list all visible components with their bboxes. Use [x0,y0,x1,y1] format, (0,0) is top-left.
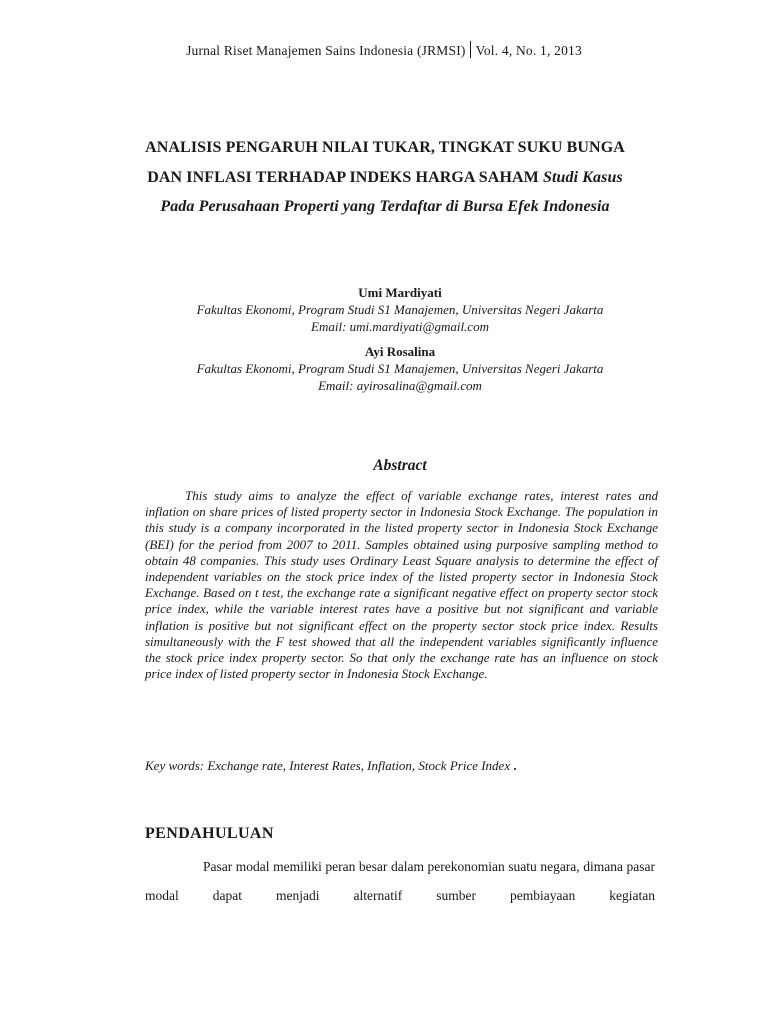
author-affiliation: Fakultas Ekonomi, Program Studi S1 Manajemen, Universitas Negeri Jakarta [196,302,604,317]
abstract-heading: Abstract [373,457,427,474]
author-1 [0,284,768,335]
journal-name: Jurnal Riset Manajemen Sains Indonesia (JRMSI) [186,43,466,58]
author-affiliation: Fakultas Ekonomi, Program Studi S1 Manajemen, Universitas Negeri Jakarta [196,361,604,376]
abstract-body: This study aims to analyze the effect of variable exchange rates, interest rates and inflation on share prices of listed property sector in Indonesia Stock Exchange. The population in this study is a company incorporated in the listed property sector in Indonesia Stock Exchange (BEI) for the period from 2007 to 2011. Samples obtained using purposive sampling method to obtain 48 companies. This study uses Ordinary Least Square analysis to determine the effect of independent variables on the stock price index of the listed property sector in Indonesia Stock Exchange. Based on t test, the exchange rate a significant negative effect on property sector stock price index, while the variable interest rates have a positive but not significant and variable inflation is positive but not significant effect on the property sector stock price index. Results simultaneously with the F test showed that all the independent variables significantly influence the stock price index property sector. So that only the exchange rate has an influence on stock price index of listed property sector in Indonesia Stock Exchange. [145,488,658,682]
keywords [145,757,658,774]
body-paragraph: Pasar modal memiliki peran besar dalam perekonomian suatu negara, dimana pasar modal dapat menjadi alternatif sumber pembiayaan kegiatan [145,859,655,903]
header-separator [470,41,471,58]
section-heading: PENDAHULUAN [145,825,274,842]
author-name: Umi Mardiyati [358,285,442,300]
keywords-end: . [510,758,517,773]
author-email: Email: umi.mardiyati@gmail.com [311,319,489,334]
paper-title [140,133,630,222]
author-name: Ayi Rosalina [364,344,436,359]
author-email: Email: ayirosalina@gmail.com [318,378,482,393]
journal-volume: Vol. 4, No. 1, 2013 [475,43,582,58]
running-header [0,41,768,59]
keywords-text: Key words: Exchange rate, Interest Rates, Inflation, Stock Price Index [145,758,511,773]
title-main: ANALISIS PENGARUH NILAI TUKAR, TINGKAT SUKU BUNGA DAN INFLASI TERHADAP INDEKS HARGA SAHAM [145,139,625,186]
title-subtitle: Studi Kasus Pada Perusahaan Properti yang Terdaftar di Bursa Efek Indonesia [160,168,623,215]
author-2 [0,343,768,394]
